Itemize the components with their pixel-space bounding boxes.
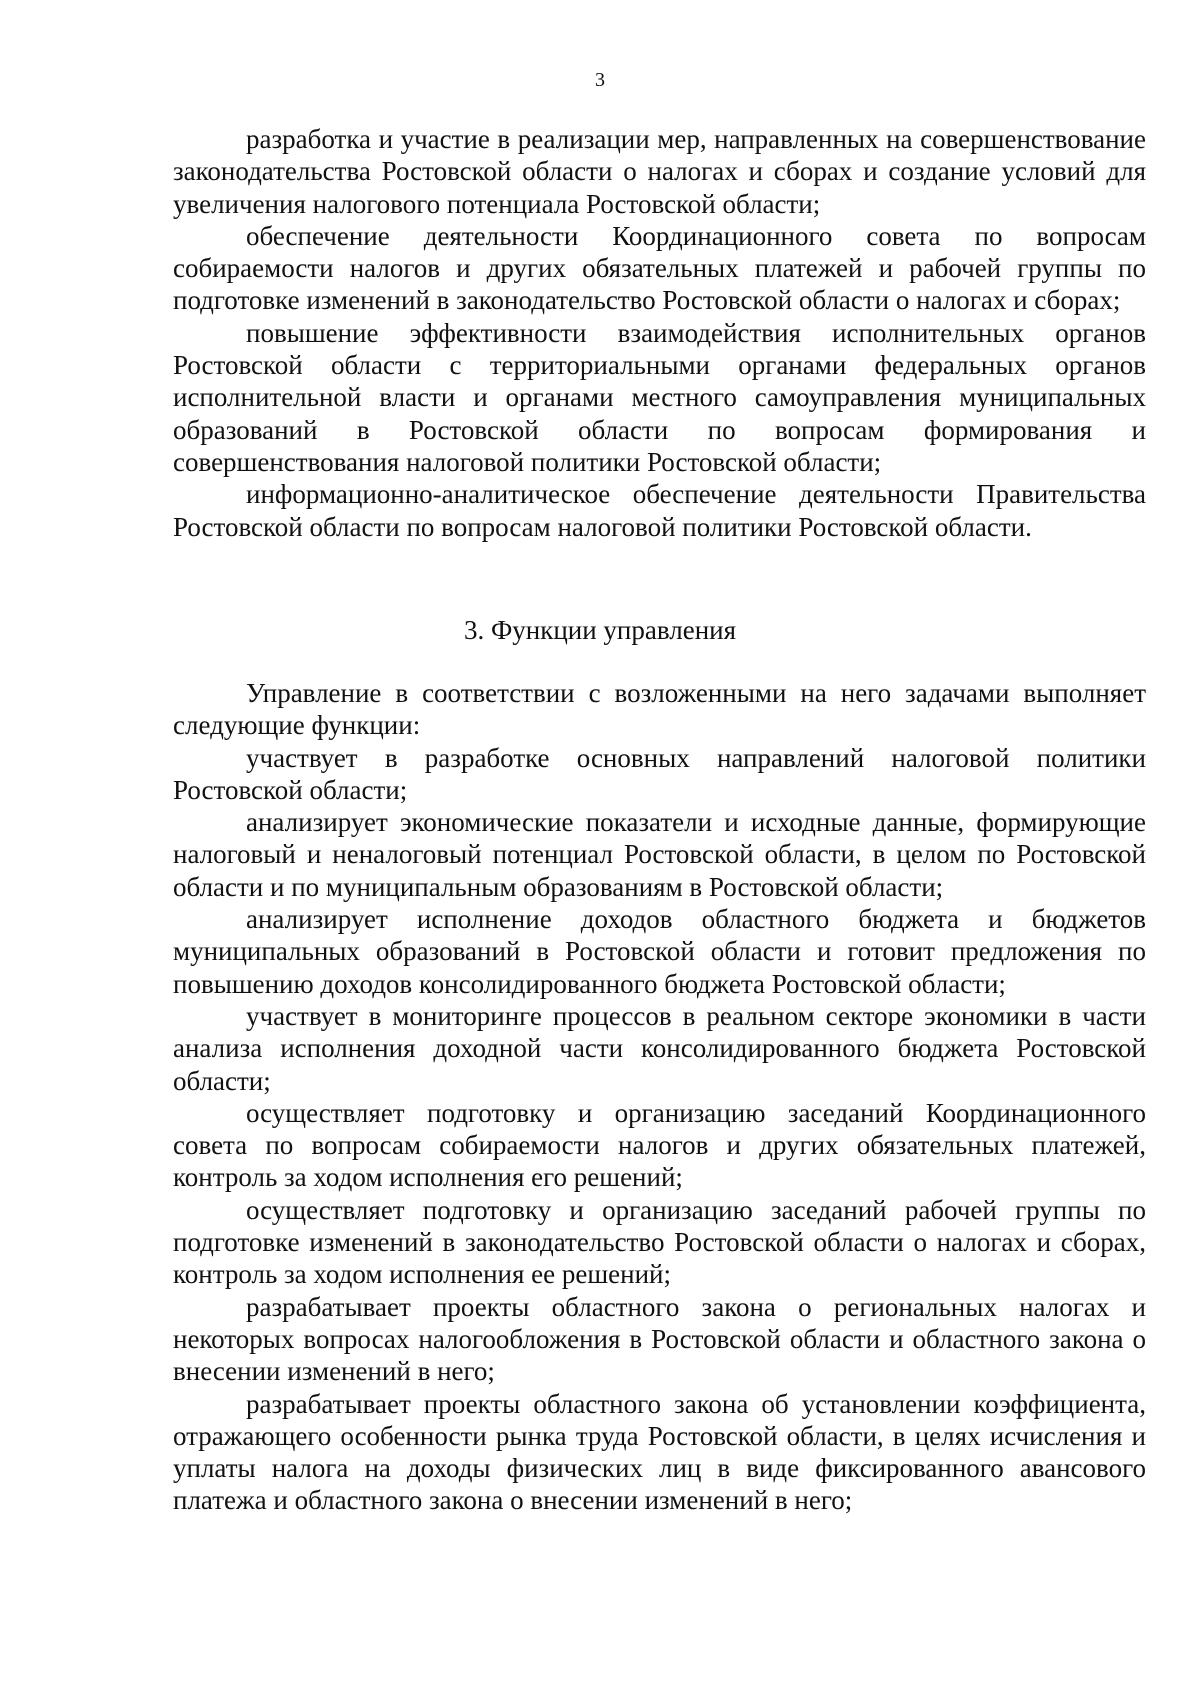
paragraph: разработка и участие в реализации мер, направленных на совершенствование законодательства Ростовской области о налогах и сборах и создание условий для увеличения налогового потенциала Ростовской области; bbox=[173, 124, 1146, 219]
paragraph: осуществляет подготовку и организацию заседаний рабочей группы по подготовке изменений в законодательство Ростовской области о налогах и сборах, контроль за ходом исполнения ее решений; bbox=[173, 1194, 1146, 1290]
section-heading: 3. Функции управления bbox=[463, 615, 737, 645]
paragraph: осуществляет подготовку и организацию заседаний Координационного совета по вопросам собираемости налогов и других обязательных платежей, контроль за ходом исполнения его решений; bbox=[173, 1097, 1146, 1193]
paragraph: Управление в соответствии с возложенными на него задачами выполняет следующие функции: bbox=[173, 678, 1146, 741]
paragraph: разрабатывает проекты областного закона о региональных налогах и некоторых вопросах налогообложения в Ростовской области и областного закона о внесении изменений в него; bbox=[173, 1291, 1146, 1387]
paragraph: анализирует исполнение доходов областного бюджета и бюджетов муниципальных образований в Ростовской области и готовит предложения по повышению доходов консолидированного бюджета Ростовской области; bbox=[173, 904, 1146, 999]
section-text-block bbox=[173, 677, 1146, 1517]
paragraph: участвует в разработке основных направлений налоговой политики Ростовской области; bbox=[173, 742, 1146, 805]
paragraph: информационно-аналитическое обеспечение деятельности Правительства Ростовской области по вопросам налоговой политики Ростовской области. bbox=[173, 479, 1146, 542]
page-number: 3 bbox=[595, 69, 605, 91]
paragraph: обеспечение деятельности Координационного совета по вопросам собираемости налогов и других обязательных платежей и рабочей группы по подготовке изменений в законодательство Ростовской области о налогах и сборах; bbox=[173, 220, 1146, 316]
paragraph: разрабатывает проекты областного закона об установлении коэффициента, отражающего особенности рынка труда Ростовской области, в целях исчисления и уплаты налога на доходы физических лиц в виде фиксированного авансового платежа и областного закона о внесении изменений в него; bbox=[173, 1388, 1146, 1516]
paragraph: участвует в мониторинге процессов в реальном секторе экономики в части анализа исполнения доходной части консолидированного бюджета Ростовской области; bbox=[173, 1000, 1146, 1096]
paragraph: повышение эффективности взаимодействия исполнительных органов Ростовской области с территориальными органами федеральных органов исполнительной власти и органами местного самоуправления муниципальных образований в Ростовской области по вопросам формирования и совершенствования налоговой политики Ростовской области; bbox=[173, 317, 1146, 477]
paragraph: анализирует экономические показатели и исходные данные, формирующие налоговый и неналоговый потенциал Ростовской области, в целом по Ростовской области и по муниципальным образованиям в Ростовской области; bbox=[173, 807, 1146, 902]
top-text-block bbox=[173, 123, 1146, 543]
